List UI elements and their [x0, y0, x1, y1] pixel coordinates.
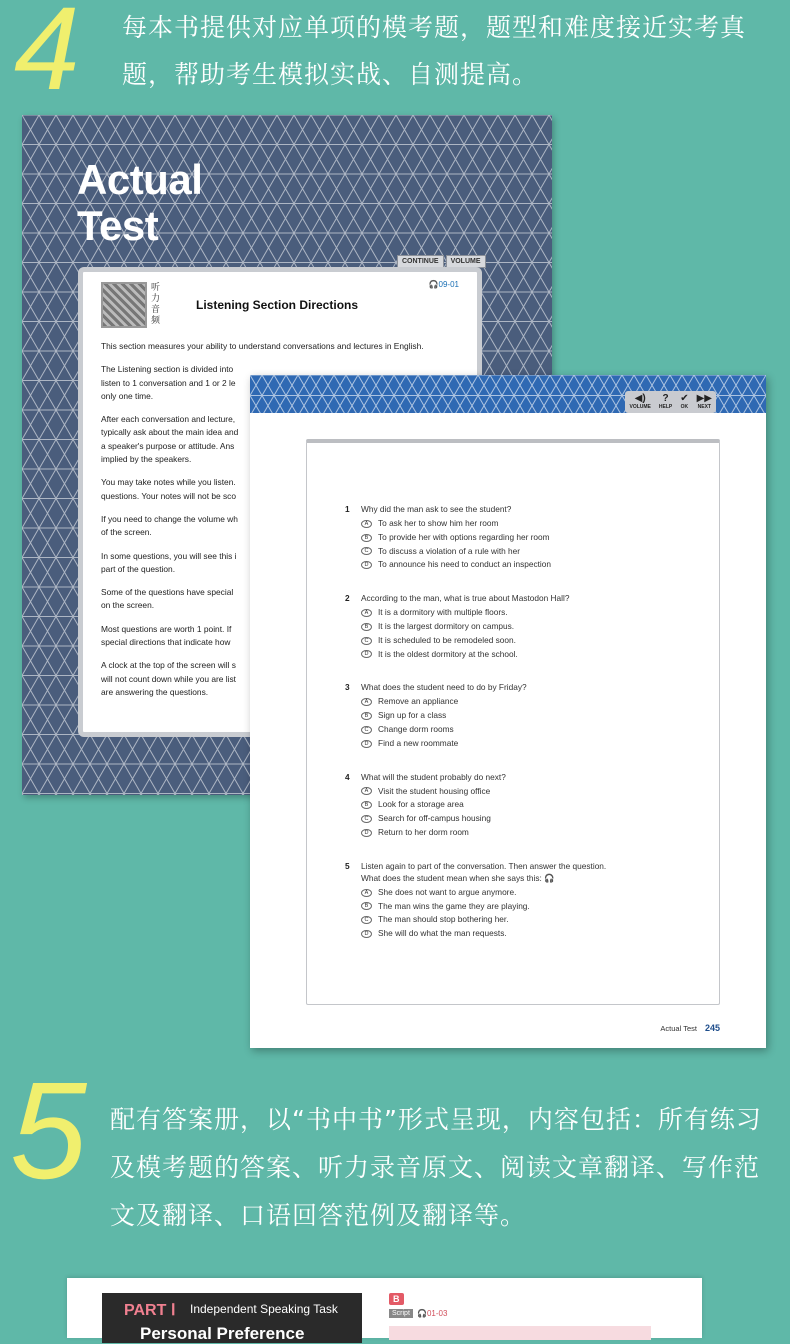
answer-option[interactable] [345, 900, 705, 914]
question-number: 1 [345, 504, 350, 514]
answer-option[interactable] [345, 723, 705, 737]
option-bubble-icon[interactable]: B [361, 623, 372, 631]
cover-title: Actual Test [77, 156, 203, 249]
answer-option[interactable] [345, 798, 705, 812]
question-number: 3 [345, 682, 350, 693]
option-text: Search for off-campus housing [378, 813, 491, 824]
answer-option[interactable] [345, 709, 705, 723]
question-stem: What does the student need to do by Friday? [361, 682, 527, 693]
question-number: 2 [345, 593, 350, 604]
question-number: 4 [345, 771, 350, 782]
option-bubble-icon[interactable]: D [361, 561, 372, 569]
option-bubble-icon[interactable]: D [361, 829, 372, 837]
answer-option[interactable] [345, 634, 705, 648]
option-text: It is a dormitory with multiple floors. [378, 607, 508, 618]
answer-option[interactable] [345, 886, 705, 900]
continue-button[interactable]: CONTINUE [397, 255, 444, 268]
question-header [345, 503, 705, 515]
option-text: To announce his need to conduct an inspection [378, 559, 551, 570]
answer-option[interactable] [345, 648, 705, 662]
answer-option[interactable] [345, 785, 705, 799]
section-number-5: 5 [10, 1054, 87, 1208]
answer-option[interactable] [345, 558, 705, 572]
headphones-icon: 🎧 [417, 1309, 427, 1318]
question-stem: What will the student probably do next? [361, 771, 506, 782]
question-5 [345, 860, 705, 941]
option-bubble-icon[interactable]: B [361, 801, 372, 809]
option-bubble-icon[interactable]: D [361, 650, 372, 658]
answer-option[interactable] [345, 737, 705, 751]
option-text: Remove an appliance [378, 696, 459, 707]
help-icon: ? [662, 393, 669, 404]
help-tool[interactable]: ? HELP [658, 393, 673, 410]
option-text: Find a new roommate [378, 737, 459, 748]
script-track: 🎧01-03 [417, 1309, 448, 1318]
answer-option[interactable] [345, 517, 705, 531]
question-list [345, 503, 705, 961]
option-bubble-icon[interactable]: C [361, 547, 372, 555]
question-header [345, 771, 705, 783]
option-bubble-icon[interactable]: A [361, 609, 372, 617]
question-1 [345, 503, 705, 572]
option-bubble-icon[interactable]: C [361, 815, 372, 823]
option-text: Change dorm rooms [378, 723, 454, 734]
question-stem: Listen again to part of the conversation. Then answer the question. What does the student mean when she says this: 🎧 [361, 860, 607, 883]
directions-body: This section measures your ability to understand conversations and lectures in English. The Listening section is divided into listen to 1 conversation and 1 or 2 le only one time. After each conversation and lecture, typically ask about the main idea and a speaker's purpose or attitude. Ans implied by the speakers. You may take notes while you listen. questions. Your notes will not be sco If you need to change the volume wh of the screen. In some questions, you will see this i part of the question. Some of the questions have special on the screen. Most questions are worth 1 point. If special directions that indicate how A clock at the top of the screen will s will not count down while you are list are answering the questions. [101, 341, 424, 697]
volume-tool[interactable]: ◀) VOLUME [629, 393, 651, 410]
highlight-strip [389, 1326, 651, 1340]
directions-title: Listening Section Directions [196, 298, 359, 312]
option-text: Sign up for a class [378, 710, 447, 721]
answer-option[interactable] [345, 531, 705, 545]
page-number: 245 [704, 1023, 720, 1033]
option-text: It is the oldest dormitory at the school. [378, 648, 518, 659]
option-text: The man wins the game they are playing. [378, 900, 530, 911]
answer-option[interactable] [345, 695, 705, 709]
option-bubble-icon[interactable]: C [361, 637, 372, 645]
question-page-banner [250, 375, 766, 413]
answer-option[interactable] [345, 606, 705, 620]
next-icon: ▶▶ [696, 393, 712, 404]
option-bubble-icon[interactable]: A [361, 787, 372, 795]
question-stem: According to the man, what is true about Mastodon Hall? [361, 593, 570, 604]
option-text: The man should stop bothering her. [378, 914, 509, 925]
option-text: She does not want to argue anymore. [378, 886, 517, 897]
next-tool[interactable]: ▶▶ NEXT [696, 393, 712, 410]
section-5-description: 配有答案册，以“书中书”形式呈现，内容包括：所有练习及模考题的答案、听力录音原文、阅读文章翻译、写作范文及翻译、口语回答范例及翻译等。 [110, 1105, 762, 1230]
option-text: Return to her dorm room [378, 826, 469, 837]
option-bubble-icon[interactable]: B [361, 902, 372, 910]
headphones-icon: 🎧 [428, 280, 439, 289]
answer-option[interactable] [345, 620, 705, 634]
option-text: Visit the student housing office [378, 785, 491, 796]
option-text: Look for a storage area [378, 799, 464, 810]
option-bubble-icon[interactable]: C [361, 916, 372, 924]
toolbar [625, 391, 716, 413]
section-number-4: 4 [14, 0, 80, 115]
qr-code-icon [101, 282, 147, 328]
option-text: To ask her to show him her room [378, 518, 499, 528]
ok-tool[interactable]: ✔ OK [680, 393, 689, 410]
option-text: It is the largest dormitory on campus. [378, 620, 515, 631]
option-bubble-icon[interactable]: B [361, 534, 372, 542]
option-bubble-icon[interactable]: A [361, 889, 372, 897]
answer-option[interactable] [345, 826, 705, 840]
qr-label: 听力音频 [151, 282, 161, 325]
question-3 [345, 681, 705, 750]
question-page [250, 375, 766, 1048]
check-icon: ✔ [680, 393, 689, 404]
answer-book-preview [67, 1278, 702, 1343]
script-badge: Script [389, 1309, 413, 1318]
section-b-badge: B [389, 1293, 404, 1305]
option-text: To discuss a violation of a rule with her [378, 545, 521, 556]
section-4-description: 每本书提供对应单项的模考题，题型和难度接近实考真题，帮助考生模拟实战、自测提高。 [122, 13, 747, 89]
option-text: She will do what the man requests. [378, 928, 507, 939]
option-bubble-icon[interactable]: D [361, 930, 372, 938]
option-text: To provide her with options regarding her room [378, 531, 550, 542]
option-bubble-icon[interactable]: A [361, 698, 372, 706]
part-label: PART Ⅰ [124, 1302, 176, 1319]
volume-button[interactable]: VOLUME [446, 255, 486, 268]
answer-option[interactable] [345, 812, 705, 826]
answer-option[interactable] [345, 913, 705, 927]
option-bubble-icon[interactable]: D [361, 740, 372, 748]
question-header [345, 592, 705, 604]
question-4 [345, 771, 705, 840]
answer-option[interactable] [345, 545, 705, 559]
question-number: 5 [345, 860, 350, 871]
question-header [345, 860, 705, 884]
speaker-icon: ◀) [634, 393, 646, 404]
question-2 [345, 592, 705, 661]
audio-track: 🎧09-01 [428, 280, 459, 289]
option-bubble-icon[interactable]: B [361, 712, 372, 720]
option-bubble-icon[interactable]: A [361, 520, 372, 528]
option-text: It is scheduled to be remodeled soon. [378, 634, 516, 645]
part-title: Personal Preference [140, 1324, 305, 1343]
part-subtitle: Independent Speaking Task [190, 1302, 338, 1316]
question-header [345, 681, 705, 693]
part-banner [102, 1293, 362, 1343]
answer-option[interactable] [345, 927, 705, 941]
question-stem: Why did the man ask to see the student? [361, 504, 512, 514]
question-box [306, 439, 720, 1005]
option-bubble-icon[interactable]: C [361, 726, 372, 734]
page-footer: Actual Test 245 [660, 1023, 720, 1033]
